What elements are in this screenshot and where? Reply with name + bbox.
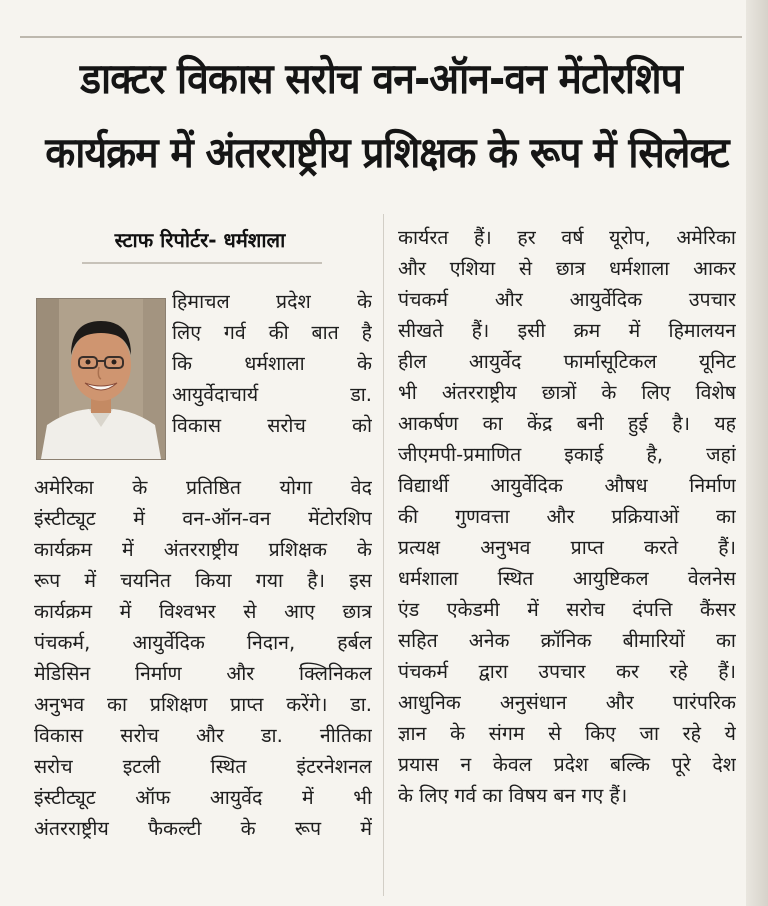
body-line: प्रयास न केवल प्रदेश बल्कि पूरे देश <box>398 753 736 776</box>
body-line: कार्यक्रम में विश्वभर से आए छात्र <box>34 600 372 623</box>
body-line: कार्यक्रम में अंतरराष्ट्रीय प्रशिक्षक के <box>34 538 372 561</box>
body-line: एंड एकेडमी में सरोच दंपत्ति कैंसर <box>398 598 736 621</box>
byline-rule <box>82 262 322 264</box>
body-line: अंतरराष्ट्रीय फैकल्टी के रूप में <box>34 817 372 840</box>
body-line: मेडिसिन निर्माण और क्लिनिकल <box>34 662 372 685</box>
body-line: अमेरिका के प्रतिष्ठित योगा वेद <box>34 476 372 499</box>
body-line: आयुर्वेदाचार्य डा. <box>172 383 372 406</box>
body-line: पंचकर्म और आयुर्वेदिक उपचार <box>398 288 736 311</box>
body-line: अनुभव का प्रशिक्षण प्राप्त करेंगे। डा. <box>34 693 372 716</box>
body-line: विद्यार्थी आयुर्वेदिक औषध निर्माण <box>398 474 736 497</box>
byline: स्टाफ रिपोर्टर- धर्मशाला <box>114 228 286 252</box>
portrait-photo-icon <box>37 299 165 459</box>
body-line: रूप में चयनित किया गया है। इस <box>34 569 372 592</box>
body-line: कार्यरत हैं। हर वर्ष यूरोप, अमेरिका <box>398 226 736 249</box>
body-line: विकास सरोच को <box>172 414 372 437</box>
body-line: हिमाचल प्रदेश के <box>172 290 372 313</box>
body-line: धर्मशाला स्थित आयुष्टिकल वेलनेस <box>398 567 736 590</box>
column-divider <box>383 214 384 896</box>
page-edge <box>746 0 768 906</box>
body-line: और एशिया से छात्र धर्मशाला आकर <box>398 257 736 280</box>
body-line: के लिए गर्व का विषय बन गए हैं। <box>398 784 628 807</box>
body-line: की गुणवत्ता और प्रक्रियाओं का <box>398 505 736 528</box>
body-line: कि धर्मशाला के <box>172 352 372 375</box>
body-line: पंचकर्म द्वारा उपचार कर रहे हैं। <box>398 660 736 683</box>
body-line: प्रत्यक्ष अनुभव प्राप्त करते हैं। <box>398 536 736 559</box>
body-line: सरोच इटली स्थित इंटरनेशनल <box>34 755 372 778</box>
portrait-photo <box>36 298 166 460</box>
body-line: लिए गर्व की बात है <box>172 321 372 344</box>
body-line: सीखते हैं। इसी क्रम में हिमालयन <box>398 319 736 342</box>
body-column-left-narrow <box>172 286 372 441</box>
body-line: इंस्टीट्यूट ऑफ आयुर्वेद में भी <box>34 786 372 809</box>
headline-line-2: कार्यक्रम में अंतरराष्ट्रीय प्रशिक्षक के रूप में सिलेक्ट <box>45 128 729 177</box>
body-column-left-wide <box>34 472 372 844</box>
headline-line-1: डाक्टर विकास सरोच वन-ऑन-वन मेंटोरशिप <box>80 54 682 103</box>
body-line: इंस्टीट्यूट में वन-ऑन-वन मेंटोरशिप <box>34 507 372 530</box>
body-line: सहित अनेक क्रॉनिक बीमारियों का <box>398 629 736 652</box>
body-line: ज्ञान के संगम से किए जा रहे ये <box>398 722 736 745</box>
body-line: आधुनिक अनुसंधान और पारंपरिक <box>398 691 736 714</box>
body-line: हील आयुर्वेद फार्मासूटिकल यूनिट <box>398 350 736 373</box>
body-line: आकर्षण का केंद्र बनी हुई है। यह <box>398 412 736 435</box>
body-line: भी अंतरराष्ट्रीय छात्रों के लिए विशेष <box>398 381 736 404</box>
body-line: विकास सरोच और डा. नीतिका <box>34 724 372 747</box>
top-rule <box>20 36 742 38</box>
headline <box>20 42 742 190</box>
body-line: पंचकर्म, आयुर्वेदिक निदान, हर्बल <box>34 631 372 654</box>
body-column-right <box>398 222 736 811</box>
body-line: जीएमपी-प्रमाणित इकाई है, जहां <box>398 443 736 466</box>
